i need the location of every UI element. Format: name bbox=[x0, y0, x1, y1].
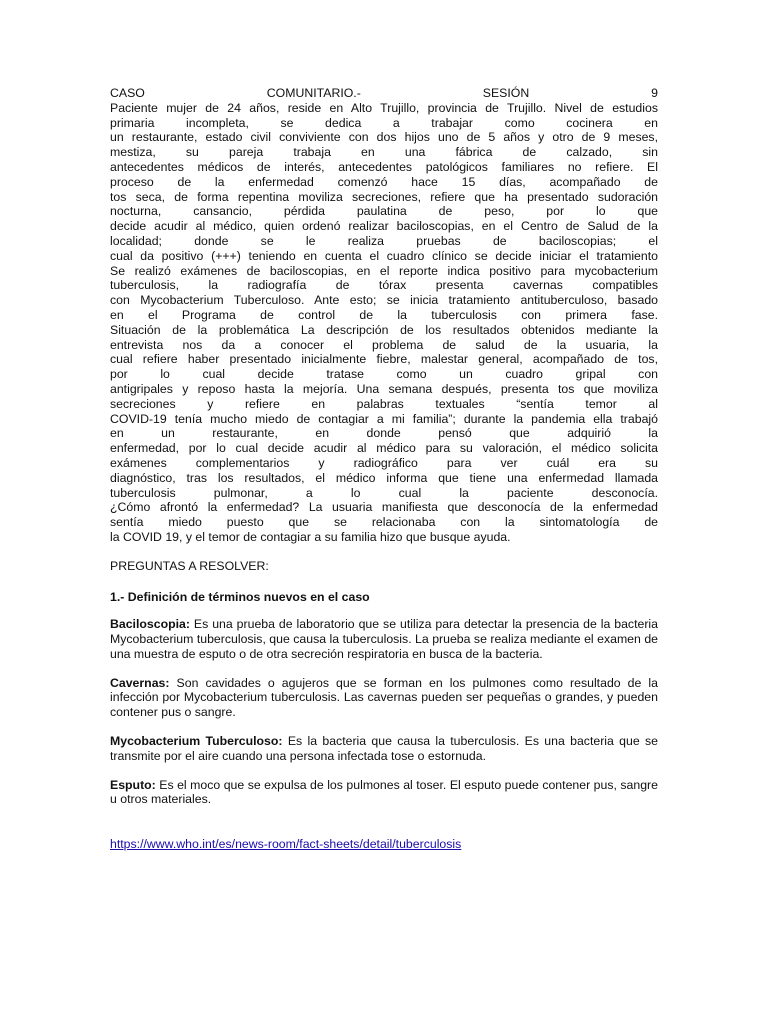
case-line: mestiza, su pareja trabaja en una fábrica de calzado, sin bbox=[110, 145, 658, 160]
case-line: antigripales y reposo hasta la mejoría. Una semana después, presenta tos que moviliza bbox=[110, 381, 658, 396]
case-line: en un restaurante, en donde pensó que adquirió la bbox=[110, 426, 658, 441]
case-line: localidad; donde se le realiza pruebas de baciloscopias; el bbox=[110, 233, 658, 248]
case-line: COVID-19 tenía mucho miedo de contagiar a mi familia”; durante la pandemia ella trabajó bbox=[110, 411, 658, 426]
case-header-middle: COMUNITARIO.- bbox=[266, 86, 361, 100]
case-line: cual da positivo (+++) teniendo en cuenta el cuadro clínico se decide iniciar el tratamiento bbox=[110, 248, 658, 263]
definition-term: Mycobacterium Tuberculoso: bbox=[110, 734, 283, 749]
case-line: ¿Cómo afrontó la enfermedad? La usuaria manifiesta que desconocía de la enfermedad bbox=[110, 500, 658, 515]
case-line: primaria incompleta, se dedica a trabajar como cocinera en bbox=[110, 115, 658, 130]
case-line: la COVID 19, y el temor de contagiar a su familia hizo que busque ayuda. bbox=[110, 529, 511, 544]
case-line: tuberculosis pulmonar, a lo cual la paciente desconocía. bbox=[110, 485, 658, 500]
case-line: proceso de la enfermedad comenzó hace 15 días, acompañado de bbox=[110, 174, 658, 189]
case-line: diagnóstico, tras los resultados, el médico informa que tiene una enfermedad llamada bbox=[110, 470, 658, 485]
document-page bbox=[110, 86, 658, 852]
case-line: Paciente mujer de 24 años, reside en Alto Trujillo, provincia de Trujillo. Nivel de estudios bbox=[110, 100, 658, 115]
case-line: tuberculosis, la radiografía de tórax presenta cavernas compatibles bbox=[110, 278, 658, 293]
case-header-left: CASO bbox=[110, 86, 145, 100]
case-header-number: 9 bbox=[651, 86, 658, 100]
definition-text: Es una prueba de laboratorio que se utiliza para detectar la presencia de la bacteria Mycobacterium tuberculosis, que causa la tuberculosis. La prueba se realiza mediante el examen de una muestra de esputo o de otra secreción respiratoria en busca de la bacteria. bbox=[110, 617, 658, 661]
definition-baciloscopia bbox=[110, 617, 658, 661]
case-line: Situación de la problemática La descripción de los resultados obtenidos mediante la bbox=[110, 322, 658, 337]
case-line: por lo cual decide tratase como un cuadro gripal con bbox=[110, 367, 658, 382]
definition-cavernas bbox=[110, 676, 658, 720]
definition-term: Cavernas: bbox=[110, 675, 170, 690]
definition-term: Baciloscopia: bbox=[110, 617, 190, 632]
case-line: sentía miedo puesto que se relacionaba con la sintomatología de bbox=[110, 515, 658, 530]
case-line: nocturna, cansancio, pérdida paulatina de peso, por lo que bbox=[110, 204, 658, 219]
case-line: Se realizó exámenes de baciloscopias, en el reporte indica positivo para mycobacterium bbox=[110, 263, 658, 278]
definition-text: Es el moco que se expulsa de los pulmones al toser. El esputo puede contener pus, sangre u otros materiales. bbox=[110, 777, 658, 807]
case-line: antecedentes médicos de interés, antecedentes patológicos familiares no refiere. El bbox=[110, 159, 658, 174]
case-line: en el Programa de control de la tuberculosis con primera fase. bbox=[110, 307, 658, 322]
definition-text: Son cavidades o agujeros que se forman en los pulmones como resultado de la infección por Mycobacterium tuberculosis. Las cavernas pueden ser pequeñas o grandes, y pueden contener pus o sangre. bbox=[110, 675, 658, 720]
case-line: cual refiere haber presentado inicialmente fiebre, malestar general, acompañado de tos, bbox=[110, 352, 658, 367]
case-line: un restaurante, estado civil conviviente con dos hijos uno de 5 años y otro de 9 meses, bbox=[110, 130, 658, 145]
case-line: decide acudir al médico, quien ordenó realizar baciloscopias, en el Centro de Salud de la bbox=[110, 219, 658, 234]
case-header-session: SESIÓN bbox=[482, 86, 530, 100]
definition-text: Es la bacteria que causa la tuberculosis. Es una bacteria que se transmite por el aire cuando una persona infectada tose o estornuda. bbox=[110, 734, 658, 763]
section-heading: 1.- Definición de términos nuevos en el caso bbox=[110, 589, 370, 604]
case-line: exámenes complementarios y radiográfico para ver cuál era su bbox=[110, 455, 658, 470]
definition-esputo bbox=[110, 778, 658, 808]
case-line: secreciones y refiere en palabras textuales “sentía temor al bbox=[110, 396, 658, 411]
case-description bbox=[110, 101, 658, 545]
definition-term: Esputo: bbox=[110, 777, 156, 792]
case-line: con Mycobacterium Tuberculoso. Ante esto; se inicia tratamiento antituberculoso, basado bbox=[110, 293, 658, 308]
case-header bbox=[110, 86, 658, 101]
case-line: tos seca, de forma repentina moviliza secreciones, refiere que ha presentado sudoración bbox=[110, 189, 658, 204]
questions-label: PREGUNTAS A RESOLVER: bbox=[110, 558, 269, 573]
reference bbox=[110, 837, 658, 852]
case-line: entrevista nos da a conocer el problema de salud de la usuaria, la bbox=[110, 337, 658, 352]
definition-mycobacterium bbox=[110, 734, 658, 764]
reference-link[interactable]: https://www.who.int/es/news-room/fact-sheets/detail/tuberculosis bbox=[110, 837, 462, 852]
case-line: enfermedad, por lo cual decide acudir al médico para su valoración, el médico solicita bbox=[110, 441, 658, 456]
